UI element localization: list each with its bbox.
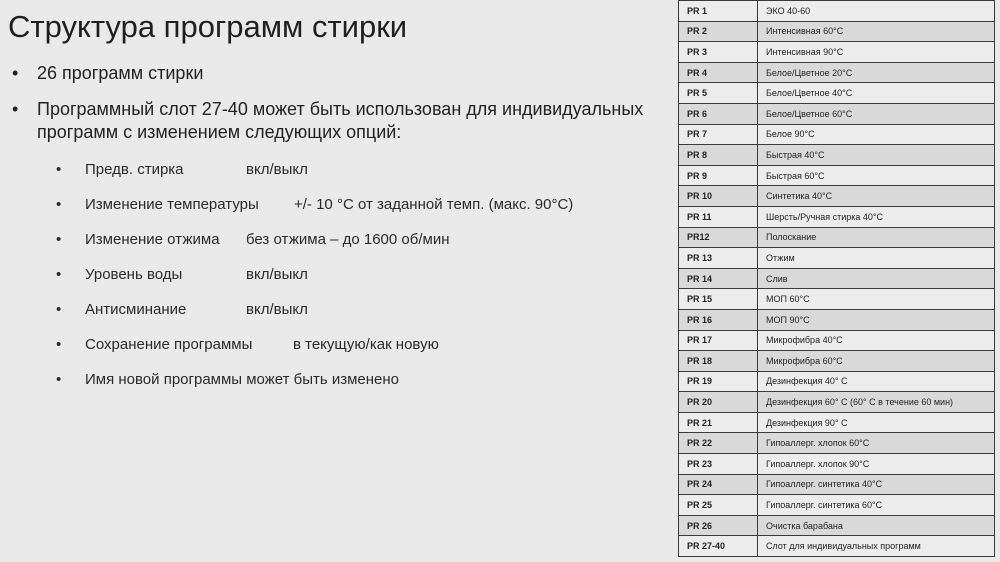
bullet-text: 26 программ стирки	[37, 63, 204, 83]
table-row	[679, 42, 995, 63]
bullet-dot-icon: •	[56, 161, 62, 178]
table-row	[679, 206, 995, 227]
option-label: Изменение отжима	[85, 231, 220, 248]
program-name-cell: Синтетика 40°С	[758, 186, 995, 207]
program-name-cell: Гипоаллерг. хлопок 60°С	[758, 433, 995, 454]
option-value: в текущую/как новую	[293, 336, 439, 353]
program-code-cell: PR 23	[679, 454, 758, 475]
table-row	[679, 186, 995, 207]
bullet-text: Программный слот 27-40 может быть использован для индивидуальных программ с изменением следующих опций:	[37, 99, 644, 142]
option-label: Сохранение программы	[85, 336, 253, 353]
program-code-cell: PR 5	[679, 83, 758, 104]
program-name-cell: ЭКО 40-60	[758, 1, 995, 22]
program-code-cell: PR 8	[679, 145, 758, 166]
program-code-cell: PR 26	[679, 515, 758, 536]
table-row	[679, 536, 995, 557]
program-code-cell: PR 16	[679, 309, 758, 330]
program-name-cell: Очистка барабана	[758, 515, 995, 536]
option-value: вкл/выкл	[246, 301, 308, 318]
program-name-cell: Белое/Цветное 40°С	[758, 83, 995, 104]
table-row	[679, 454, 995, 475]
table-row	[679, 227, 995, 248]
option-value: вкл/выкл	[246, 266, 308, 283]
page-title: Структура программ стирки	[8, 9, 408, 44]
bullet-dot-icon: •	[12, 99, 19, 119]
program-name-cell: Быстрая 60°С	[758, 165, 995, 186]
bullet-program-count	[8, 62, 648, 86]
table-row	[679, 330, 995, 351]
program-code-cell: PR 19	[679, 371, 758, 392]
option-value: без отжима – до 1600 об/мин	[246, 231, 450, 248]
program-name-cell: Гипоаллерг. синтетика 40°С	[758, 474, 995, 495]
program-name-cell: Интенсивная 60°С	[758, 21, 995, 42]
bullet-dot-icon: •	[56, 336, 62, 353]
program-code-cell: PR 11	[679, 206, 758, 227]
table-row	[679, 21, 995, 42]
program-code-cell: PR 18	[679, 351, 758, 372]
bullet-dot-icon: •	[12, 63, 19, 83]
table-row	[679, 371, 995, 392]
bullet-dot-icon: •	[56, 196, 62, 213]
bullet-dot-icon: •	[56, 371, 62, 388]
program-name-cell: Шерсть/Ручная стирка 40°С	[758, 206, 995, 227]
program-name-cell: Дезинфекция 60° С (60° С в течение 60 мин)	[758, 392, 995, 413]
table-row	[679, 351, 995, 372]
table-row	[679, 309, 995, 330]
program-code-cell: PR 2	[679, 21, 758, 42]
table-row	[679, 1, 995, 22]
table-row	[679, 433, 995, 454]
table-row	[679, 145, 995, 166]
program-name-cell: Слот для индивидуальных программ	[758, 536, 995, 557]
option-label: Уровень воды	[85, 266, 183, 283]
program-code-cell: PR 7	[679, 124, 758, 145]
table-row	[679, 248, 995, 269]
program-code-cell: PR 15	[679, 289, 758, 310]
table-row	[679, 103, 995, 124]
option-label: Изменение температуры	[85, 196, 259, 213]
program-name-cell: Отжим	[758, 248, 995, 269]
program-name-cell: МОП 90°С	[758, 309, 995, 330]
program-code-cell: PR 17	[679, 330, 758, 351]
table-row	[679, 165, 995, 186]
option-label: Имя новой программы может быть изменено	[85, 371, 400, 388]
program-code-cell: PR 1	[679, 1, 758, 22]
bullet-dot-icon: •	[56, 301, 62, 318]
program-name-cell: Гипоаллерг. хлопок 90°С	[758, 454, 995, 475]
program-name-cell: Белое 90°С	[758, 124, 995, 145]
program-table	[678, 0, 995, 557]
program-name-cell: МОП 60°С	[758, 289, 995, 310]
program-name-cell: Белое/Цветное 60°С	[758, 103, 995, 124]
program-name-cell: Дезинфекция 90° С	[758, 412, 995, 433]
table-row	[679, 515, 995, 536]
program-code-cell: PR 4	[679, 62, 758, 83]
program-name-cell: Микрофибра 40°С	[758, 330, 995, 351]
program-name-cell: Полоскание	[758, 227, 995, 248]
table-row	[679, 289, 995, 310]
program-code-cell: PR 10	[679, 186, 758, 207]
program-code-cell: PR 9	[679, 165, 758, 186]
table-row	[679, 62, 995, 83]
table-row	[679, 124, 995, 145]
program-code-cell: PR 24	[679, 474, 758, 495]
table-row	[679, 268, 995, 289]
program-name-cell: Дезинфекция 40° С	[758, 371, 995, 392]
program-code-cell: PR 27-40	[679, 536, 758, 557]
bullet-dot-icon: •	[56, 231, 62, 248]
program-name-cell: Слив	[758, 268, 995, 289]
option-label: Антисминание	[85, 301, 187, 318]
table-row	[679, 412, 995, 433]
program-code-cell: PR 14	[679, 268, 758, 289]
program-code-cell: PR 20	[679, 392, 758, 413]
table-row	[679, 392, 995, 413]
program-code-cell: PR 13	[679, 248, 758, 269]
program-code-cell: PR 6	[679, 103, 758, 124]
program-name-cell: Гипоаллерг. синтетика 60°С	[758, 495, 995, 516]
bullet-dot-icon: •	[56, 266, 62, 283]
program-name-cell: Белое/Цветное 20°С	[758, 62, 995, 83]
table-row	[679, 474, 995, 495]
program-name-cell: Интенсивная 90°С	[758, 42, 995, 63]
option-value: +/- 10 °С от заданной темп. (макс. 90°С)	[294, 196, 574, 213]
main-bullet-list	[8, 62, 648, 144]
program-code-cell: PR 22	[679, 433, 758, 454]
program-code-cell: PR 21	[679, 412, 758, 433]
program-code-cell: PR 3	[679, 42, 758, 63]
option-label: Предв. стирка	[85, 161, 184, 178]
option-value: вкл/выкл	[246, 161, 308, 178]
program-code-cell: PR 25	[679, 495, 758, 516]
program-code-cell: PR12	[679, 227, 758, 248]
program-name-cell: Быстрая 40°С	[758, 145, 995, 166]
program-name-cell: Микрофибра 60°С	[758, 351, 995, 372]
bullet-program-slot	[8, 98, 648, 144]
table-row	[679, 495, 995, 516]
table-row	[679, 83, 995, 104]
